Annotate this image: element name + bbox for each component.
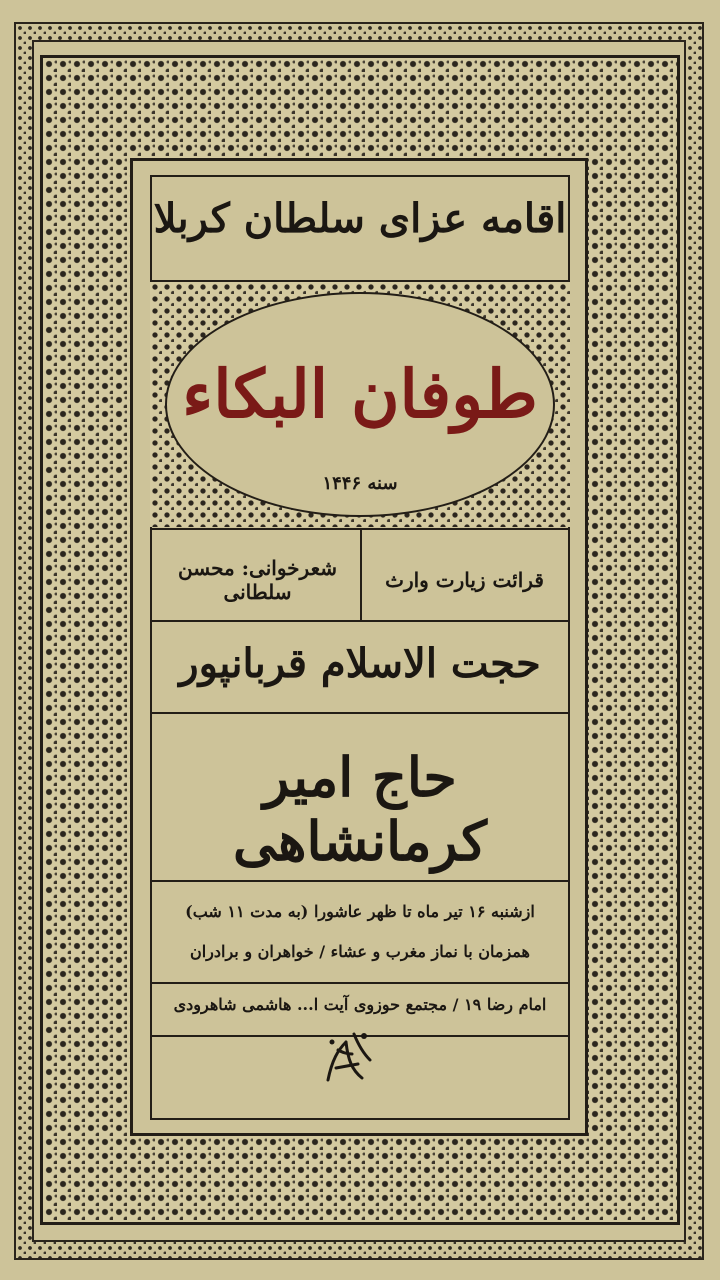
event-year: سنه ۱۴۴۶ [322,473,398,494]
event-title: طوفان البکاء [182,355,538,433]
address-line: امام رضا ۱۹ / مجتمع حوزوی آیت ا... هاشمی شاهرودی [173,995,547,1014]
calligraphy-logo-icon [318,1020,380,1092]
speaker-maddah: حاج امیر کرمانشاهی [232,745,488,873]
speaker-cleric: حجت الاسلام قربانپور [179,640,541,687]
ziarat-reciter: قرائت زیارت وارث [385,568,544,592]
timing-line: همزمان با نماز مغرب و عشاء / خواهران و برادران [189,942,530,961]
poetry-reciter: شعرخوانی: محسن سلطانی [178,556,337,604]
ansar-logo [318,1020,380,1092]
schedule-line: ازشنبه ۱۶ تیر ماه تا ظهر عاشورا (به مدت ۱۱ شب) [185,902,535,921]
event-heading: اقامه عزای سلطان کربلا [153,195,567,242]
